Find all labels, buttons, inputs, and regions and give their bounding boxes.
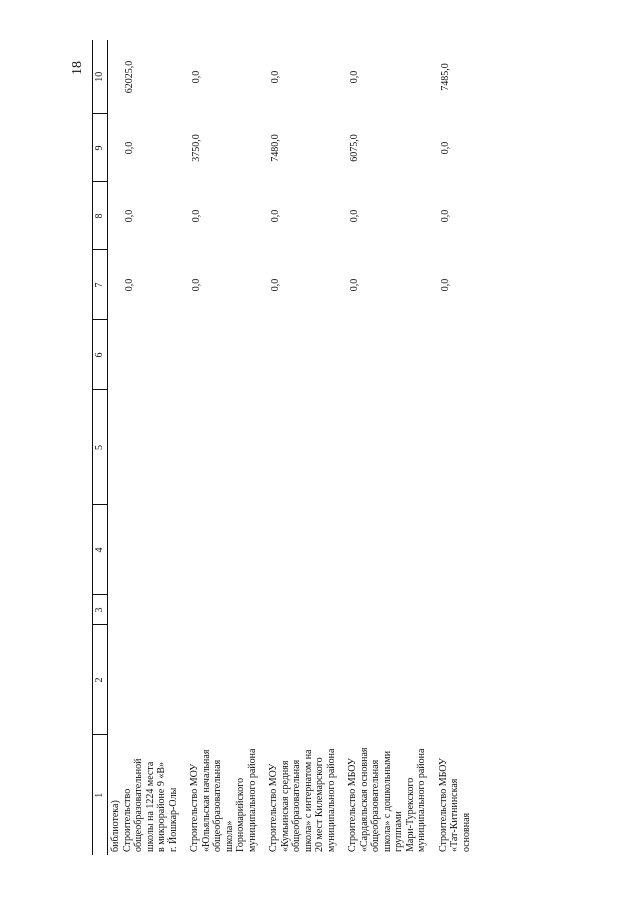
object-name-line: школа» с интернатом на — [302, 749, 314, 852]
table-row — [438, 40, 483, 855]
object-name-line: основная — [460, 812, 472, 852]
value-cell-c9: 0,0 — [123, 141, 135, 155]
column-header: 4 — [93, 505, 108, 595]
empty-cell — [347, 320, 438, 390]
object-name-line: «Сардаяльская основная — [358, 747, 370, 852]
value-cell-c7: 0,0 — [270, 278, 281, 292]
empty-cell — [268, 505, 347, 595]
object-name-cell — [189, 735, 268, 855]
object-name-line: «Тат-Китнинская — [449, 778, 460, 852]
column-header: 5 — [93, 390, 108, 505]
value-cell-c10: 62025,0 — [123, 60, 135, 94]
table-row — [268, 40, 347, 855]
empty-cell — [189, 390, 268, 505]
value-cell-c9: 0,0 — [439, 141, 451, 155]
value-cell-c8: 0,0 — [349, 209, 360, 223]
value-cell-c10: 7485,0 — [439, 63, 451, 91]
object-name-cell — [347, 735, 438, 855]
object-name-line: Строительство — [121, 788, 133, 852]
object-name-cell — [438, 735, 483, 855]
object-name-cell — [122, 735, 190, 855]
empty-cell — [268, 390, 347, 505]
object-name-line: Горномарийского — [235, 777, 246, 852]
value-cell-c9: 6075,0 — [349, 134, 360, 162]
object-name-line: общеобразовательная — [370, 759, 381, 852]
empty-cell — [347, 505, 438, 595]
value-cell-c9: 3750,0 — [191, 134, 202, 162]
column-header: 10 — [93, 40, 108, 114]
value-cell-c7: 0,0 — [439, 278, 451, 292]
empty-cell — [438, 320, 483, 390]
object-name-line: Мари-Турекского — [404, 777, 416, 852]
value-cell-c10: 0,0 — [191, 70, 202, 84]
value-cell-c8: 0,0 — [123, 209, 135, 223]
empty-cell — [122, 625, 190, 735]
empty-cell — [189, 625, 268, 735]
value-cell-c8: 0,0 — [439, 209, 451, 223]
value-cell-c10: 0,0 — [349, 70, 360, 84]
empty-cell — [122, 390, 190, 505]
object-name-line: школа» — [223, 820, 235, 852]
object-name-line: в микрорайоне 9 «В» — [156, 761, 167, 852]
object-name-line: Строительство МБОУ — [347, 757, 358, 852]
table-row — [122, 40, 190, 855]
column-header: 7 — [93, 250, 108, 320]
value-cell-c7: 0,0 — [191, 278, 202, 292]
empty-cell — [268, 320, 347, 390]
object-name-line: муниципального района — [325, 748, 337, 852]
object-name-line: муниципального района — [416, 748, 427, 852]
object-name-line: Строительство МОУ — [189, 763, 200, 852]
object-name-line: школа» с дошкольными — [381, 750, 393, 852]
empty-cell — [189, 505, 268, 595]
object-name-line: Строительство МБОУ — [437, 757, 449, 852]
value-cell-c9: 7480,0 — [270, 134, 281, 162]
value-cell-c10: 0,0 — [270, 70, 281, 84]
object-name-line: общеобразовательная — [212, 759, 223, 852]
object-name-line: «Кумьинская средняя — [279, 760, 291, 852]
column-header: 6 — [93, 320, 108, 390]
object-name-line: Строительство МОУ — [268, 763, 279, 852]
object-name-cell — [268, 735, 347, 855]
empty-cell — [122, 320, 190, 390]
intro-row — [108, 40, 122, 855]
empty-cell — [438, 505, 483, 595]
empty-cell — [347, 595, 438, 625]
empty-cell — [189, 595, 268, 625]
empty-cell — [438, 595, 483, 625]
object-name-line: муниципального района — [246, 748, 258, 852]
value-cell-c7: 0,0 — [123, 278, 135, 292]
empty-cell — [189, 320, 268, 390]
column-header: 8 — [93, 182, 108, 250]
budget-table — [92, 40, 482, 855]
value-cell-c7: 0,0 — [349, 278, 360, 292]
page-number: 18 — [70, 61, 85, 75]
empty-cell — [347, 390, 438, 505]
empty-cell — [438, 390, 483, 505]
value-cell-c8: 0,0 — [191, 209, 202, 223]
empty-cell — [438, 625, 483, 735]
column-header: 9 — [93, 114, 108, 182]
column-header: 2 — [93, 625, 108, 735]
object-name-line: 20 мест Килемарского — [314, 757, 325, 852]
object-name-line: школы на 1224 места — [144, 761, 156, 852]
object-name-line: общеобразовательная — [291, 759, 302, 852]
object-name-line: группами — [393, 811, 404, 852]
object-name-line: общеобразовательной — [133, 758, 144, 852]
empty-cell — [122, 505, 190, 595]
empty-cell — [268, 625, 347, 735]
empty-cell — [268, 595, 347, 625]
table-container — [92, 40, 542, 855]
intro-text: библиотека) — [110, 800, 121, 852]
table-row — [189, 40, 268, 855]
object-name-line: «Юльяльская начальная — [200, 749, 212, 852]
header-row — [93, 40, 108, 855]
value-cell-c8: 0,0 — [270, 209, 281, 223]
object-name-line: г. Йошкар-Олы — [167, 787, 179, 852]
empty-cell — [347, 625, 438, 735]
column-header: 1 — [93, 735, 108, 855]
empty-cell — [122, 595, 190, 625]
column-header: 3 — [93, 595, 108, 625]
table-row — [347, 40, 438, 855]
